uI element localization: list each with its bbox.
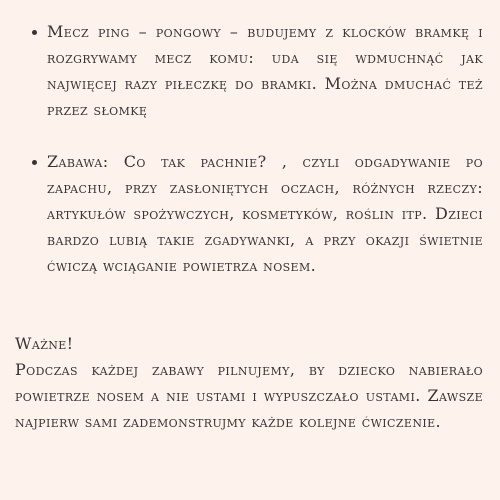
list-item-ping-pong-match [30,19,483,123]
list-item-smell-game [30,149,483,279]
bullet-icon [32,30,37,35]
list-item-text: Zabawa: Co tak pachnie? , czyli odgadywanie po zapachu, przy zasłoniętych oczach, różnych rzeczy: artykułów spożywczych, kosmetyków, roślin itp. Dzieci bardzo lubią takie zgadywanki, a przy okazji świetnie ćwiczą wciąganie powietrza nosem. [47,152,483,275]
bullet-icon [32,160,37,165]
important-note [15,331,483,435]
important-body: Podczas każdej zabawy pilnujemy, by dziecko nabierało powietrze nosem a nie ustami i wypuszczało ustami. Zawsze najpierw sami zademonstrujmy każde kolejne ćwiczenie. [15,360,483,431]
list-item-text: Mecz ping – pongowy – budujemy z klocków bramkę i rozgrywamy mecz komu: uda się wdmuchnąć jak najwięcej razy piłeczkę do bramki. Można dmuchać też przez słomkę [47,22,483,119]
important-title: Ważne! [15,334,74,353]
activity-list [30,19,483,279]
